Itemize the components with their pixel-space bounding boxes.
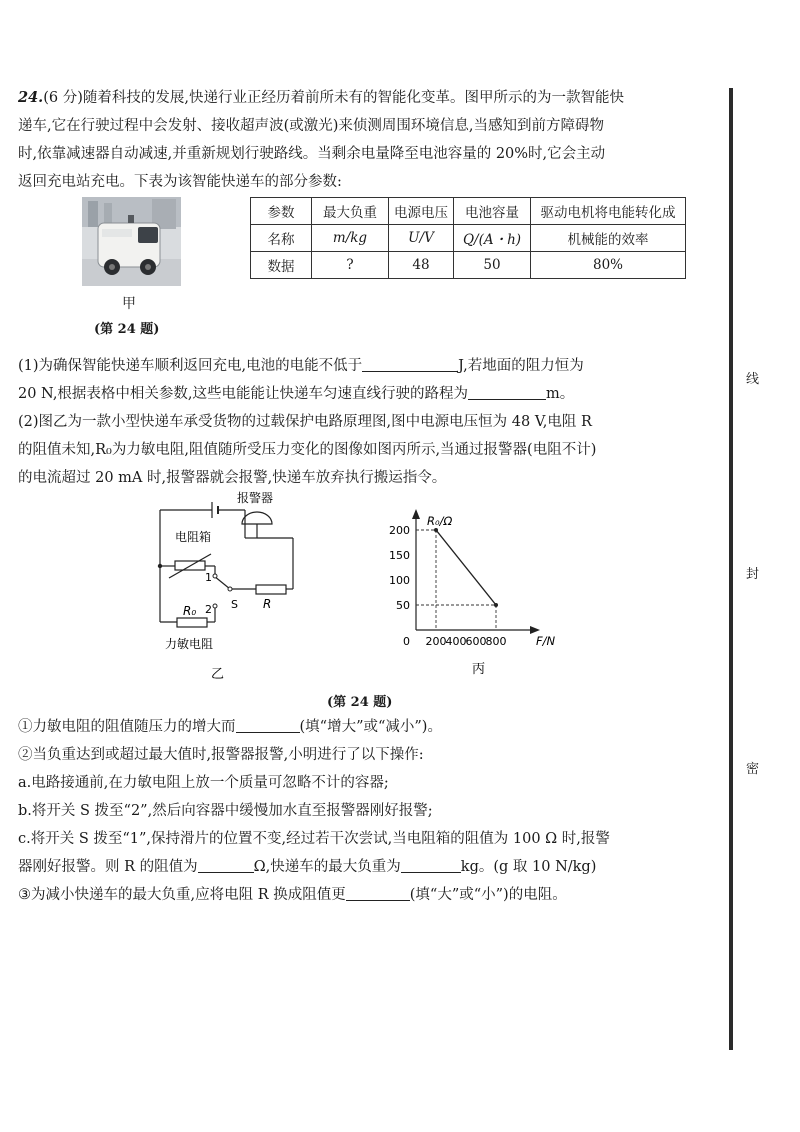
part-2 [18, 408, 724, 492]
resistor-box-label: 电阻箱 [175, 530, 212, 544]
intro-line-2: 递车,它在行驶过程中会发射、接收超声波(或激光)来侦测周围环境信息,当感知到前方障碍物 [18, 118, 605, 134]
figure-jia-label: 甲 [122, 296, 136, 312]
origin-label: 0 [403, 635, 410, 648]
table-header-voltage: 电源电压 [389, 198, 454, 225]
sub-questions [18, 713, 724, 909]
part-1 [18, 352, 724, 408]
switch-label: S [231, 598, 238, 611]
sub-2-text: ②当负重达到或超过最大值时,报警器报警,小明进行了以下操作: [18, 747, 424, 763]
figure-bing-label: 丙 [472, 662, 486, 677]
table-value-voltage: 48 [389, 252, 454, 279]
step-c-text-2c: kg。(g 取 10 N/kg) [460, 859, 597, 875]
delivery-vehicle-photo [82, 197, 181, 286]
answer-blank-distance[interactable] [468, 383, 546, 400]
sensor-resistor-r0 [177, 618, 207, 627]
table-header-efficiency: 驱动电机将电能转化成 [531, 198, 686, 225]
series-line-r0 [436, 530, 496, 605]
table-value-max-load: ? [312, 252, 389, 279]
answer-blank-larger-smaller[interactable] [346, 884, 410, 901]
y-tick-label: 200 [389, 524, 410, 537]
y-tick-label: 150 [389, 549, 410, 562]
y-axis-label: R₀/Ω [427, 514, 453, 528]
junction-dot [158, 564, 162, 568]
answer-blank-energy[interactable] [362, 355, 458, 372]
part-1-text-d: m。 [546, 386, 575, 402]
intro-line-4: 返回充电站充电。下表为该智能快递车的部分参数: [18, 174, 342, 190]
step-a-text: a.电路接通前,在力敏电阻上放一个质量可忽略不计的容器; [18, 775, 389, 791]
sensor-label: 力敏电阻 [165, 637, 214, 651]
part-1-text-a: (1)为确保智能快递车顺利返回充电,电池的电能不低于 [18, 358, 363, 374]
graph-r0-vs-force [380, 505, 580, 685]
answer-blank-max-load[interactable] [401, 856, 461, 873]
figure-caption-2: (第 24 题) [327, 695, 393, 710]
table-unit-mass: m/kg [312, 225, 389, 252]
x-tick-label: 400 [445, 635, 467, 648]
contact-1 [213, 574, 217, 578]
parameter-table [250, 197, 686, 279]
figure-yi-label: 乙 [211, 667, 225, 682]
x-tick-label: 600 [465, 635, 487, 648]
y-axis-arrow [412, 509, 420, 519]
table-header-efficiency-2: 机械能的效率 [531, 225, 686, 252]
sub-1-text-a: ①力敏电阻的阻值随压力的增大而 [18, 719, 236, 735]
intro-line-1: (6 分)随着科技的发展,快递行业正经历着前所未有的智能化变革。图甲所示的为一款智能快 [43, 90, 624, 106]
sub-3-text-b: (填“大”或“小”)的电阻。 [409, 887, 567, 903]
binding-char-mi: 密 [746, 762, 760, 777]
table-value-capacity: 50 [454, 252, 531, 279]
answer-blank-trend[interactable] [236, 716, 300, 733]
alarm-bell-shape [242, 512, 272, 524]
step-c-text-2b: Ω,快递车的最大负重为 [253, 859, 401, 875]
binding-line [729, 88, 733, 1050]
alarm-label: 报警器 [237, 491, 274, 505]
x-axis-label: F/N [536, 634, 556, 648]
question-number: 24. [18, 89, 44, 106]
sub-3-text-a: ③为减小快递车的最大负重,应将电阻 R 换成阻值更 [18, 887, 346, 903]
y-tick-label: 50 [396, 599, 410, 612]
sub-1-text-b: (填“增大”或“减小”)。 [299, 719, 442, 735]
table-row-label: 数据 [251, 252, 312, 279]
sensor-r0-label: R₀ [183, 604, 197, 618]
x-axis-arrow [530, 626, 540, 634]
y-tick-label: 100 [389, 574, 410, 587]
table-header-param: 参数 [251, 198, 312, 225]
switch-pivot [228, 587, 232, 591]
data-point [434, 528, 438, 532]
table-value-efficiency: 80% [531, 252, 686, 279]
part-2-line-3: 的电流超过 20 mA 时,报警器就会报警,快递车放弃执行搬运指令。 [18, 470, 447, 486]
table-header-name: 名称 [251, 225, 312, 252]
circuit-diagram [145, 490, 315, 685]
part-2-line-1: (2)图乙为一款小型快递车承受货物的过载保护电路原理图,图中电源电压恒为 48 V,电阻 R [18, 414, 592, 430]
binding-char-xian: 线 [746, 372, 760, 387]
data-point [494, 603, 498, 607]
contact-2 [213, 604, 217, 608]
resistor-r [256, 585, 286, 594]
question-intro [18, 84, 724, 196]
table-unit-capacity: Q/(A・h) [454, 225, 531, 252]
contact-2-label: 2 [205, 603, 212, 616]
table-unit-voltage: U/V [389, 225, 454, 252]
answer-blank-resistance[interactable] [198, 856, 254, 873]
step-c-text-1: c.将开关 S 拨至“1”,保持滑片的位置不变,经过若干次尝试,当电阻箱的阻值为 100 Ω 时,报警 [18, 831, 610, 847]
x-tick-label: 800 [485, 635, 507, 648]
step-c-text-2a: 器刚好报警。则 R 的阻值为 [18, 859, 198, 875]
contact-1-label: 1 [205, 571, 212, 584]
binding-char-feng: 封 [746, 567, 760, 582]
figure-jia-caption: (第 24 题) [94, 322, 160, 337]
x-tick-label: 200 [425, 635, 447, 648]
intro-line-3: 时,依靠减速器自动减速,并重新规划行驶路线。当剩余电量降至电池容量的 20%时,它会主动 [18, 146, 606, 162]
part-2-line-2: 的阻值未知,R₀为力敏电阻,阻值随所受压力变化的图像如图丙所示,当通过报警器(电阻不计) [18, 442, 597, 458]
step-b-text: b.将开关 S 拨至“2”,然后向容器中缓慢加水直至报警器刚好报警; [18, 803, 433, 819]
resistor-r-label: R [263, 597, 272, 611]
table-header-max-load: 最大负重 [312, 198, 389, 225]
part-1-text-b: J,若地面的阻力恒为 [458, 358, 584, 374]
table-header-capacity: 电池容量 [454, 198, 531, 225]
part-1-text-c: 20 N,根据表格中相关参数,这些电能能让快递车匀速直线行驶的路程为 [18, 386, 469, 402]
